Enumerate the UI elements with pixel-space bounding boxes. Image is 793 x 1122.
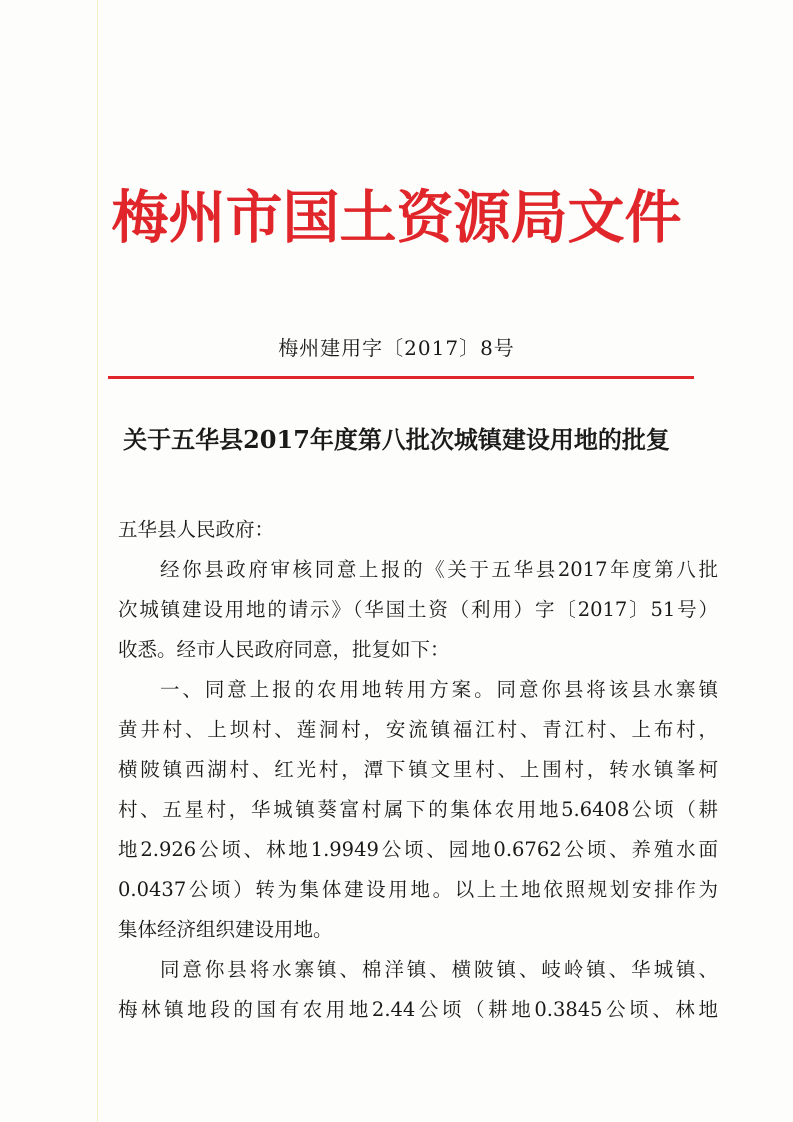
body-line: 集体经济组织建设用地。: [118, 918, 333, 941]
scan-edge-line: [97, 0, 98, 1122]
body-line: 横陂镇西湖村、红光村，潭下镇文里村、上围村，转水镇峯柯: [118, 758, 718, 781]
body-line: 黄井村、上坝村、莲洞村，安流镇福江村、青江村、上布村，: [118, 718, 718, 741]
body-line: 经你县政府审核同意上报的《关于五华县2017年度第八批: [160, 558, 718, 581]
addressee: 五华县人民政府：: [118, 518, 275, 541]
header-divider: [108, 376, 694, 379]
body-line: 同意你县将水寨镇、棉洋镇、横陂镇、岐岭镇、华城镇、: [160, 958, 718, 981]
body-line: 收悉。经市人民政府同意，批复如下：: [118, 638, 450, 661]
body-line: 地2.926公顷、林地1.9949公顷、园地0.6762公顷、养殖水面: [118, 838, 718, 861]
body-line: 梅林镇地段的国有农用地2.44公顷（耕地0.3845公顷、林地: [118, 998, 718, 1021]
body-line: 0.0437公顷）转为集体建设用地。以上土地依照规划安排作为: [118, 878, 718, 901]
document-title: 关于五华县2017年度第八批次城镇建设用地的批复: [123, 425, 670, 454]
document-number: 梅州建用字〔2017〕8号: [278, 336, 515, 360]
body-line: 一、同意上报的农用地转用方案。同意你县将该县水寨镇: [160, 678, 718, 701]
body-line: 次城镇建设用地的请示》（华国土资（利用）字〔2017〕51号）: [118, 598, 718, 621]
document-body: [118, 510, 718, 1030]
document-header: 梅州市国土资源局文件: [111, 185, 682, 251]
body-line: 村、五星村，华城镇葵富村属下的集体农用地5.6408公顷（耕: [118, 798, 718, 821]
